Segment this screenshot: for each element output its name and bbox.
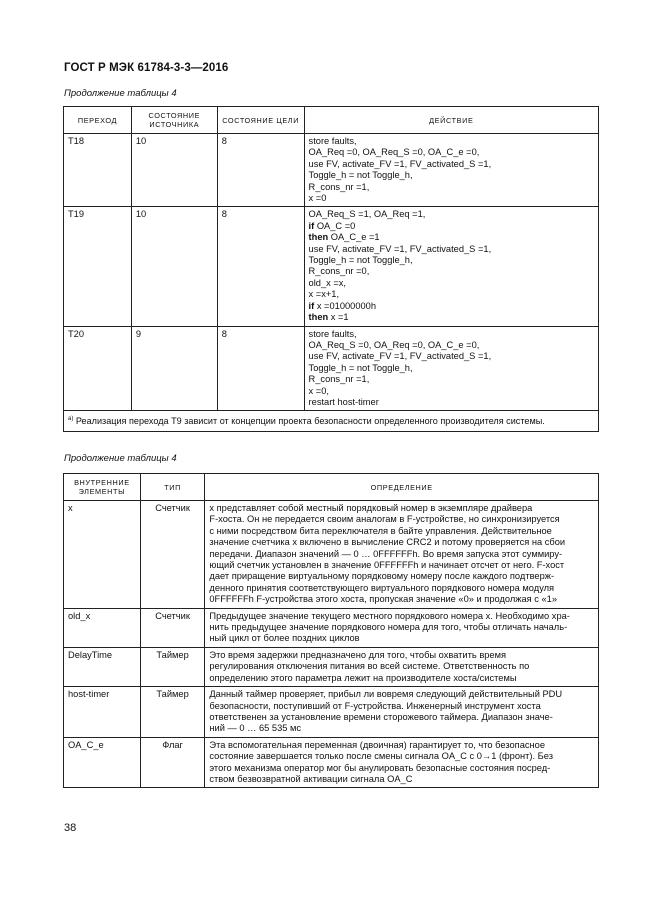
action-line: Toggle_h = not Toggle_h, bbox=[308, 255, 413, 266]
action-line: R_cons_nr =0, bbox=[308, 266, 370, 277]
definition-cell bbox=[205, 687, 599, 738]
column-header-definition: ОПРЕДЕЛЕНИЕ bbox=[205, 474, 599, 501]
footnote-text: Реализация перехода T9 зависит от концепции проекта безопасности определенного производителя системы. bbox=[75, 416, 545, 427]
keyword: then bbox=[308, 312, 329, 323]
table-caption-1: Продолжение таблицы 4 bbox=[64, 88, 177, 99]
definition-line: ющий счетчик установлен в значение 0FFFFFFh и начинает отсчет от него. F-хост bbox=[209, 560, 565, 571]
table-row bbox=[64, 737, 599, 788]
page-number: 38 bbox=[64, 822, 77, 834]
action-line: x =x+1, bbox=[308, 289, 340, 300]
definition-line: 0FFFFFFh F-устройства этого хоста, пропуская значение «0» и продолжая с «1» bbox=[209, 594, 558, 605]
definition-line: ответственен за установление времени сторожевого таймера. Диапазон значе- bbox=[209, 711, 553, 722]
transition-cell: T19 bbox=[64, 207, 132, 326]
definition-cell bbox=[205, 608, 599, 647]
table-row bbox=[64, 687, 599, 738]
type-cell: Счетчик bbox=[140, 501, 205, 609]
target-state-cell: 8 bbox=[217, 326, 304, 411]
table-header-row bbox=[64, 107, 599, 134]
table-row bbox=[64, 608, 599, 647]
action-cell bbox=[304, 326, 598, 411]
target-state-cell: 8 bbox=[217, 134, 304, 207]
definition-line: регулирования отключения питания во всей системе. Ответственность по bbox=[209, 661, 530, 672]
action-line: restart host-timer bbox=[308, 396, 379, 407]
action-line: store faults, bbox=[308, 328, 357, 339]
definition-line: значение счетчика x включено в вычисление CRC2 и потому проверяется на сбои bbox=[209, 537, 566, 548]
action-line: OA_Req_S =0, OA_Req =0, OA_C_e =0, bbox=[308, 339, 480, 350]
table-footnote bbox=[64, 411, 599, 431]
keyword: if bbox=[308, 220, 315, 231]
definition-line: денного принятия соответствующего виртуального порядкового номера модуля bbox=[209, 582, 555, 593]
action-cell bbox=[304, 207, 598, 326]
action-line: if OA_C =0 bbox=[308, 220, 356, 231]
table-row bbox=[64, 207, 599, 326]
action-cell bbox=[304, 134, 598, 207]
definition-line: дает приращение виртуальному порядковому номеру после каждого подтверж- bbox=[209, 571, 555, 582]
table-row bbox=[64, 326, 599, 411]
action-line: Toggle_h = not Toggle_h, bbox=[308, 362, 413, 373]
definition-line: с ними посредством бита переключателя в байте управления. Действительное bbox=[209, 525, 552, 536]
definition-line: ный цикл от более поздних циклов bbox=[209, 633, 360, 644]
column-header-target-state: СОСТОЯНИЕ ЦЕЛИ bbox=[217, 107, 304, 134]
action-line: use FV, activate_FV =1, FV_activated_S =1, bbox=[308, 351, 492, 362]
definition-cell bbox=[205, 647, 599, 686]
definition-line: F-хоста. Он не передается своим аналогам в F-устройстве, но синхронизируется bbox=[209, 514, 560, 525]
action-line: then x =1 bbox=[308, 312, 349, 323]
action-line: x =0, bbox=[308, 385, 329, 396]
column-header-action: ДЕЙСТВИЕ bbox=[304, 107, 598, 134]
definition-line: Данный таймер проверяет, прибыл ли вовремя следующий действительный PDU bbox=[209, 689, 563, 700]
action-line: old_x =x, bbox=[308, 277, 347, 288]
definition-line: ний — 0 … 65 535 мс bbox=[209, 723, 302, 734]
element-cell: DelayTime bbox=[64, 647, 141, 686]
action-line: then OA_C_e =1 bbox=[308, 232, 380, 243]
definition-line: x представляет собой местный порядковый номер в экземпляре драйвера bbox=[209, 503, 533, 513]
table-footnote-row bbox=[64, 411, 599, 431]
table-caption-2: Продолжение таблицы 4 bbox=[64, 453, 177, 464]
column-header-type: ТИП bbox=[140, 474, 205, 501]
definition-line: этого механизма оператор мог бы анулировать безопасные состояния посред- bbox=[209, 762, 551, 773]
column-header-transition: ПЕРЕХОД bbox=[64, 107, 132, 134]
action-line: x =0 bbox=[308, 193, 327, 204]
action-line: if x =01000000h bbox=[308, 300, 377, 311]
column-header-internal-elements: ВНУТРЕННИЕ ЭЛЕМЕНТЫ bbox=[64, 474, 141, 501]
element-cell: x bbox=[64, 501, 141, 609]
type-cell: Флаг bbox=[140, 737, 205, 788]
document-header-title: ГОСТ Р МЭК 61784-3-3—2016 bbox=[64, 62, 229, 74]
transition-cell: T18 bbox=[64, 134, 132, 207]
table-row bbox=[64, 134, 599, 207]
table-row bbox=[64, 501, 599, 609]
type-cell: Таймер bbox=[140, 647, 205, 686]
definition-line: ством безвозвратной активации сигнала OA_C bbox=[209, 773, 413, 784]
table-header-row bbox=[64, 474, 599, 501]
action-line: store faults, bbox=[308, 136, 357, 146]
internal-elements-table bbox=[63, 473, 599, 788]
definition-line: нить предыдущее значение порядкового номера для того, чтобы отличать началь- bbox=[209, 622, 568, 633]
definition-line: Предыдущее значение текущего местного порядкового номера x. Необходимо хра- bbox=[209, 610, 570, 621]
element-cell: old_x bbox=[64, 608, 141, 647]
definition-cell bbox=[205, 737, 599, 788]
action-line: R_cons_nr =1, bbox=[308, 374, 370, 385]
action-line: use FV, activate_FV =1, FV_activated_S =1, bbox=[308, 158, 492, 169]
footnote-mark: a) bbox=[68, 416, 74, 423]
action-line: R_cons_nr =1, bbox=[308, 181, 370, 192]
definition-line: определению этого параметра лежит на производителе хоста/системы bbox=[209, 672, 517, 683]
definition-line: передачи. Диапазон значений — 0 … 0FFFFFFh. Во время запуска этот суммиру- bbox=[209, 548, 563, 559]
action-line: use FV, activate_FV =1, FV_activated_S =1, bbox=[308, 243, 492, 254]
table-row bbox=[64, 647, 599, 686]
keyword: if bbox=[308, 300, 315, 311]
source-state-cell: 10 bbox=[131, 134, 217, 207]
source-state-cell: 10 bbox=[131, 207, 217, 326]
definition-line: состояние завершается только после смены сигнала OA_C с 0→1 (фронт). Без bbox=[209, 751, 554, 762]
column-header-source-state: СОСТОЯНИЕ ИСТОЧНИКА bbox=[131, 107, 217, 134]
definition-cell bbox=[205, 501, 599, 609]
transition-cell: T20 bbox=[64, 326, 132, 411]
transitions-table bbox=[63, 106, 599, 432]
definition-line: безопасности, поступивший от F-устройства. Инженерный инструмент хоста bbox=[209, 700, 541, 711]
action-line: OA_Req =0, OA_Req_S =0, OA_C_e =0, bbox=[308, 147, 480, 158]
source-state-cell: 9 bbox=[131, 326, 217, 411]
keyword: then bbox=[308, 232, 329, 243]
element-cell: OA_C_e bbox=[64, 737, 141, 788]
definition-line: Это время задержки предназначено для того, чтобы охватить время bbox=[209, 649, 507, 660]
action-line: OA_Req_S =1, OA_Req =1, bbox=[308, 209, 426, 220]
action-line: Toggle_h = not Toggle_h, bbox=[308, 170, 413, 181]
element-cell: host-timer bbox=[64, 687, 141, 738]
target-state-cell: 8 bbox=[217, 207, 304, 326]
type-cell: Счетчик bbox=[140, 608, 205, 647]
type-cell: Таймер bbox=[140, 687, 205, 738]
definition-line: Эта вспомогательная переменная (двоичная) гарантирует то, что безопасное bbox=[209, 739, 546, 750]
